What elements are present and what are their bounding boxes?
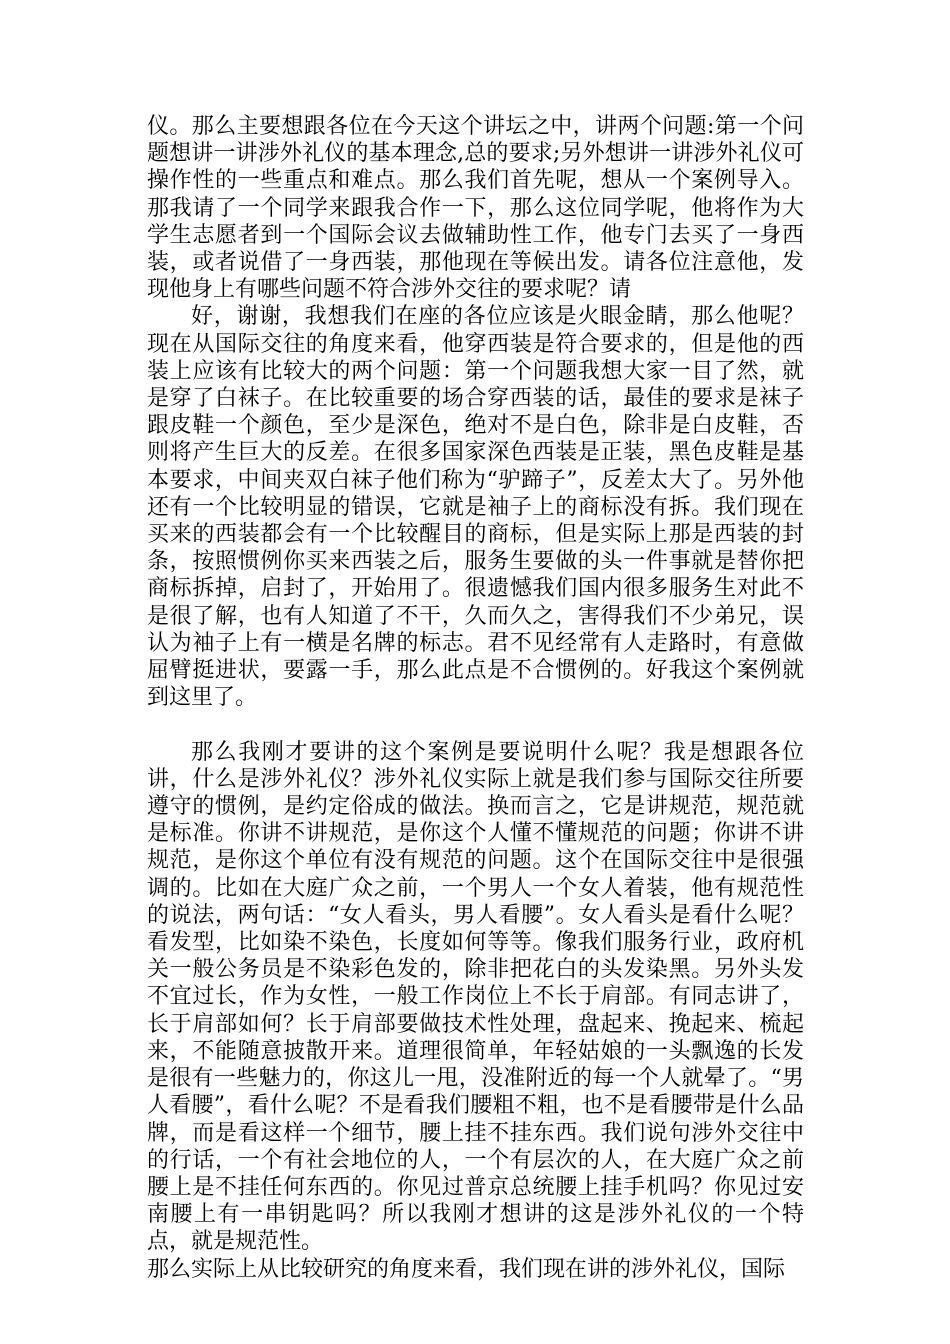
paragraph-etiquette-definition: 那么我刚才要讲的这个案例是要说明什么呢？我是想跟各位讲，什么是涉外礼仪？涉外礼仪实际上就是我们参与国际交往所要遵守的惯例，是约定俗成的做法。换而言之，它是讲规范，规范就是标准。你讲不讲规范，是你这个人懂不懂规范的问题；你讲不讲规范，是你这个单位有没有规范的问题。这个在国际交往中是很强调的。比如在大庭广众之前，一个男人一个女人着装，他有规范性的说法，两句话：“女人看头，男人看腰”。女人看头是看什么呢？看发型，比如染不染色，长度如何等等。像我们服务行业，政府机关一般公务员是不染彩色发的，除非把花白的头发染黑。另外头发不宜过长，作为女性，一般工作岗位上不长于肩部。有同志讲了，长于肩部如何？长于肩部要做技术性处理，盘起来、挽起来、梳起来，不能随意披散开来。道理很简单，年轻姑娘的一头飘逸的长发是很有一些魅力的，你这儿一甩，没准附近的每一个人就晕了。“男人看腰”，看什么呢？不是看我们腰粗不粗，也不是看腰带是什么品牌，而是看这样一个细节，腰上挂不挂东西。我们说句涉外交往中的行话，一个有社会地位的人，一个有层次的人，在大庭广众之前腰上是不挂任何东西的。你见过普京总统腰上挂手机吗？你见过安南腰上有一串钥匙吗？所以我刚才想讲的这是涉外礼仪的一个特点，就是规范性。 xyxy=(147,739,804,1255)
paragraph-spacer xyxy=(147,711,804,738)
paragraph-case-analysis: 好，谢谢，我想我们在座的各位应该是火眼金睛，那么他呢？现在从国际交往的角度来看，他穿西装是符合要求的，但是他的西装上应该有比较大的两个问题：第一个问题我想大家一目了然，就是穿了白袜子。在比较重要的场合穿西装的话，最佳的要求是袜子跟皮鞋一个颜色，至少是深色，绝对不是白色，除非是白皮鞋，否则将产生巨大的反差。在很多国家深色西装是正装，黑色皮鞋是基本要求，中间夹双白袜子他们称为“驴蹄子”，反差太大了。另外他还有一个比较明显的错误，它就是袖子上的商标没有拆。我们现在买来的西装都会有一个比较醒目的商标，但是实际上那是西装的封条，按照惯例你买来西装之后，服务生要做的头一件事就是替你把商标拆掉，启封了，开始用了。很遗憾我们国内很多服务生对此不是很了解，也有人知道了不干，久而久之，害得我们不少弟兄，误认为袖子上有一横是名牌的标志。君不见经常有人走路时，有意做屈臂挺进状，要露一手，那么此点是不合惯例的。好我这个案例就到这里了。 xyxy=(147,304,804,711)
document-body xyxy=(147,113,804,1283)
paragraph-intro: 仪。那么主要想跟各位在今天这个讲坛之中，讲两个问题:第一个问题想讲一讲涉外礼仪的基本理念,总的要求;另外想讲一讲涉外礼仪可操作性的一些重点和难点。那么我们首先呢，想从一个案例导入。那我请了一个同学来跟我合作一下，那么这位同学呢，他将作为大学生志愿者到一个国际会议去做辅助性工作，他专门去买了一身西装，或者说借了一身西装，那他现在等候出发。请各位注意他，发现他身上有哪些问题不符合涉外交往的要求呢？请 xyxy=(147,114,804,303)
paragraph-comparative-research: 那么实际上从比较研究的角度来看，我们现在讲的涉外礼仪，国际 xyxy=(147,1256,786,1282)
